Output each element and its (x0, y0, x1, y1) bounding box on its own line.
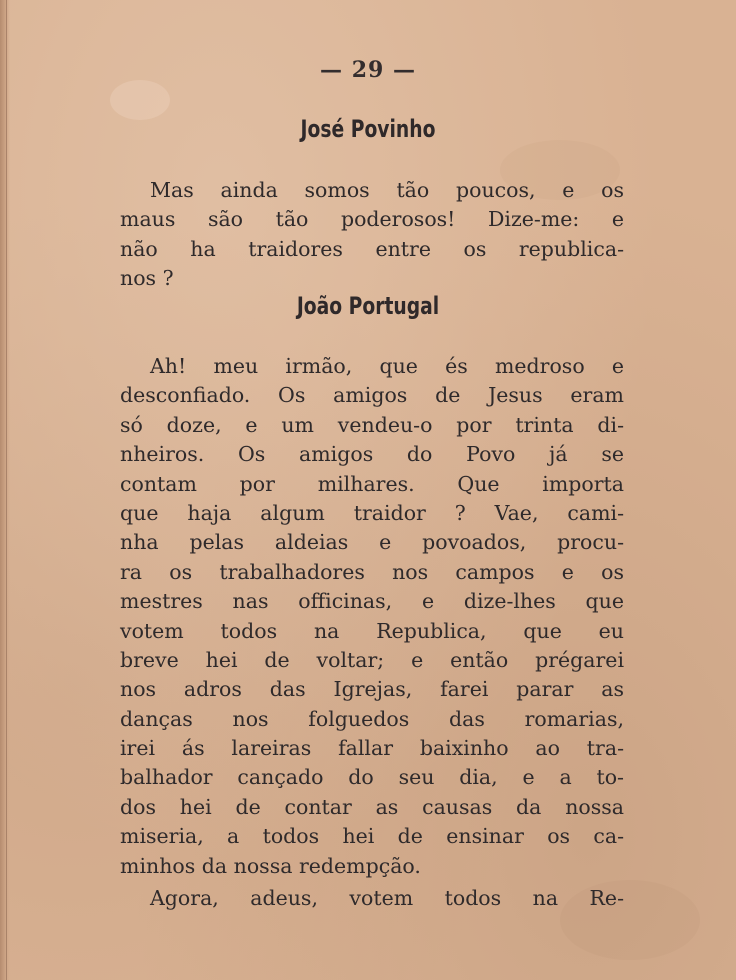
text-line: dos hei de contar as causas da nossa (120, 794, 624, 819)
text-line: ra os trabalhadores nos campos e os (120, 559, 624, 584)
page-number: — 29 — (320, 57, 416, 83)
text-line: votem todos na Republica, que eu (120, 618, 624, 643)
paragraph (120, 176, 624, 294)
page-left-edge (0, 0, 10, 980)
text-line: maus são tão poderosos! Dize-me: e (120, 207, 624, 232)
text-line: não ha traidores entre os republica- (120, 236, 624, 261)
text-line: nos ? (120, 266, 174, 291)
text-line: irei ás lareiras fallar baixinho ao tra- (120, 736, 624, 761)
paper-stain (110, 80, 170, 120)
text-line: Agora, adeus, votem todos na Re- (150, 886, 624, 910)
text-line: mestres nas officinas, e dize-lhes que (120, 589, 624, 614)
text-line: Ah! meu irmão, que és medroso e (150, 354, 624, 378)
text-line: Mas ainda somos tão poucos, e os (150, 178, 624, 202)
text-line: balhador cançado do seu dia, e a to- (120, 765, 624, 790)
text-line: breve hei de voltar; e então prégarei (120, 647, 624, 672)
page-crease (6, 0, 7, 980)
text-line: só doze, e um vendeu-o por trinta di- (120, 412, 624, 437)
text-line: contam por milhares. Que importa (120, 471, 624, 496)
text-line: miseria, a todos hei de ensinar os ca- (120, 824, 624, 849)
text-line: desconfiado. Os amigos de Jesus eram (120, 383, 624, 408)
text-line: danças nos folguedos das romarias, (120, 706, 624, 731)
text-line: nheiros. Os amigos do Povo já se (120, 442, 624, 467)
text-line: nos adros das Igrejas, farei parar as (120, 677, 624, 702)
text-line: minhos da nossa redempção. (120, 853, 421, 878)
text-line: nha pelas aldeias e povoados, procu- (120, 530, 624, 555)
paragraph (120, 352, 624, 881)
speaker-heading: José Povinho (300, 115, 436, 143)
paragraph (120, 884, 624, 913)
speaker-heading: João Portugal (296, 292, 440, 320)
text-line: que haja algum traidor ? Vae, cami- (120, 500, 624, 525)
